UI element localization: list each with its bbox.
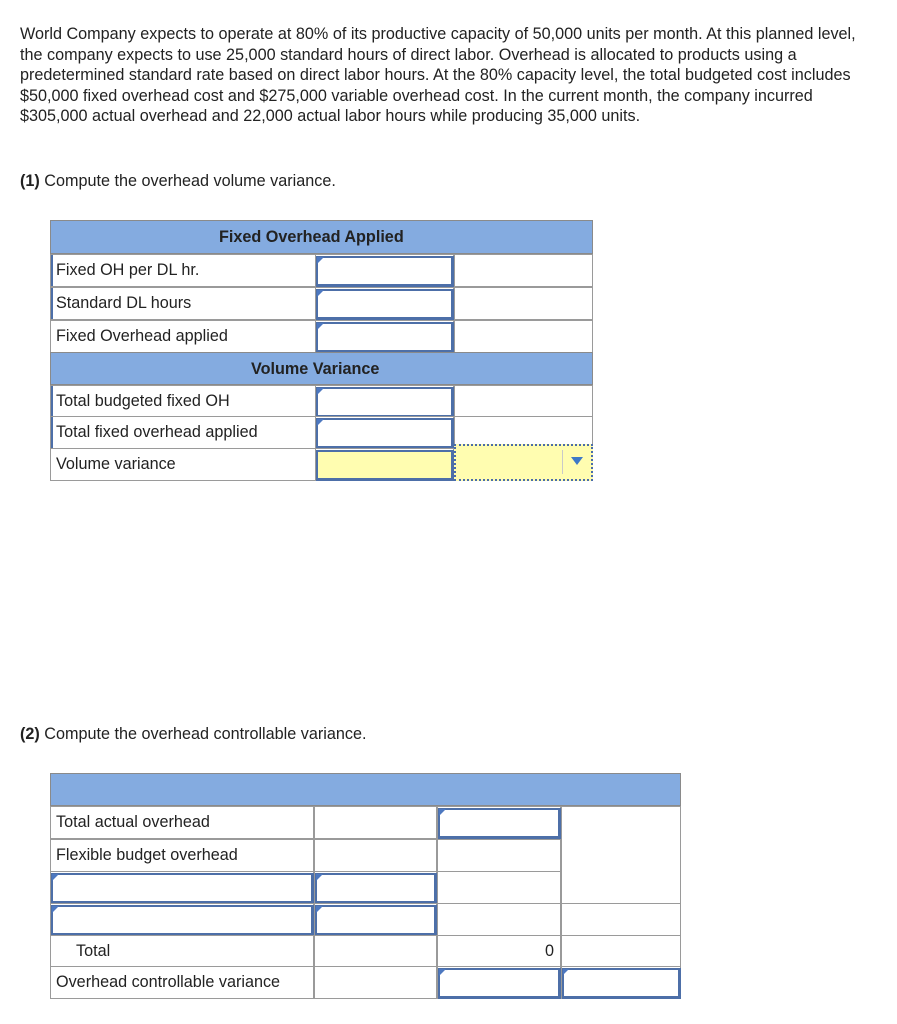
empty-cell: [437, 903, 561, 936]
fixed-overhead-applied-input[interactable]: [316, 322, 454, 353]
part1-question: Compute the overhead volume variance.: [44, 172, 336, 190]
controllable-variance-table: [50, 773, 681, 998]
volume-variance-table: [50, 220, 593, 481]
volume-variance-select[interactable]: [454, 444, 593, 481]
total-budgeted-fixed-oh-input[interactable]: [316, 387, 454, 418]
value-cell: [315, 254, 454, 287]
empty-cell: [454, 320, 593, 353]
empty-cell: [314, 806, 437, 839]
value-cell: [315, 448, 454, 481]
value-cell: [561, 966, 681, 999]
part1-number: (1): [20, 172, 40, 190]
part1-title: [20, 172, 336, 191]
value-cell: [315, 416, 454, 449]
row-label: Overhead controllable variance: [50, 966, 314, 999]
controllable-variance-type-input[interactable]: [562, 968, 681, 999]
controllable-variance-header: [50, 773, 681, 806]
fixed-oh-per-dl-hr-input[interactable]: [316, 256, 454, 287]
value-cell: [314, 903, 437, 936]
value-cell: [315, 385, 454, 418]
part2-number: (2): [20, 725, 40, 743]
row-label: Volume variance: [50, 448, 315, 481]
empty-cell: [454, 254, 593, 287]
part2-question: Compute the overhead controllable variance.: [44, 725, 367, 743]
standard-dl-hours-input[interactable]: [316, 289, 454, 320]
total-fixed-overhead-applied-input[interactable]: [316, 418, 454, 449]
row-label: Total budgeted fixed OH: [50, 385, 315, 418]
value-cell: [315, 320, 454, 353]
empty-cell: [561, 935, 681, 968]
value-cell: [314, 871, 437, 904]
part2-title: [20, 725, 366, 744]
value-cell: [315, 287, 454, 320]
label-cell: [50, 903, 314, 936]
row-label: Standard DL hours: [50, 287, 315, 320]
fixed-overhead-applied-header: Fixed Overhead Applied: [50, 220, 593, 254]
budget-line-value-input-1[interactable]: [315, 873, 437, 904]
row-label: Flexible budget overhead: [50, 839, 314, 872]
row-label: Total fixed overhead applied: [50, 416, 315, 449]
empty-cell: [314, 839, 437, 872]
empty-cell: [437, 871, 561, 904]
total-value: 0: [437, 935, 561, 968]
problem-text: World Company expects to operate at 80% of its productive capacity of 50,000 units per month. At this planned level, the company expects to use 25,000 standard hours of direct labor. Overhead is allocated to products using a predetermined standard rate based on direct labor hours. At the 80% capacity level, the total budgeted cost includes $50,000 fixed overhead cost and $275,000 variable overhead cost. In the current month, the company incurred $305,000 actual overhead and 22,000 actual labor hours while producing 35,000 units.: [20, 25, 856, 126]
label-cell: [50, 871, 314, 904]
budget-line-label-input-1[interactable]: [51, 873, 314, 904]
empty-cell: [314, 935, 437, 968]
budget-line-label-input-2[interactable]: [51, 905, 314, 936]
budget-line-value-input-2[interactable]: [315, 905, 437, 936]
row-label: Total actual overhead: [50, 806, 314, 839]
total-label: Total: [50, 935, 314, 968]
total-actual-overhead-input[interactable]: [438, 808, 561, 839]
controllable-variance-input[interactable]: [438, 968, 561, 999]
volume-variance-input[interactable]: [316, 450, 454, 481]
value-cell: [437, 806, 561, 839]
volume-variance-header: Volume Variance: [50, 352, 593, 385]
row-label: Fixed OH per DL hr.: [50, 254, 315, 287]
empty-cell: [454, 385, 593, 418]
empty-cell: [437, 839, 561, 872]
empty-cell: [454, 287, 593, 320]
row-label: Fixed Overhead applied: [50, 320, 315, 353]
empty-cell: [561, 903, 681, 936]
empty-cell: [314, 966, 437, 999]
chevron-down-icon: [571, 457, 583, 465]
value-cell: [437, 966, 561, 999]
